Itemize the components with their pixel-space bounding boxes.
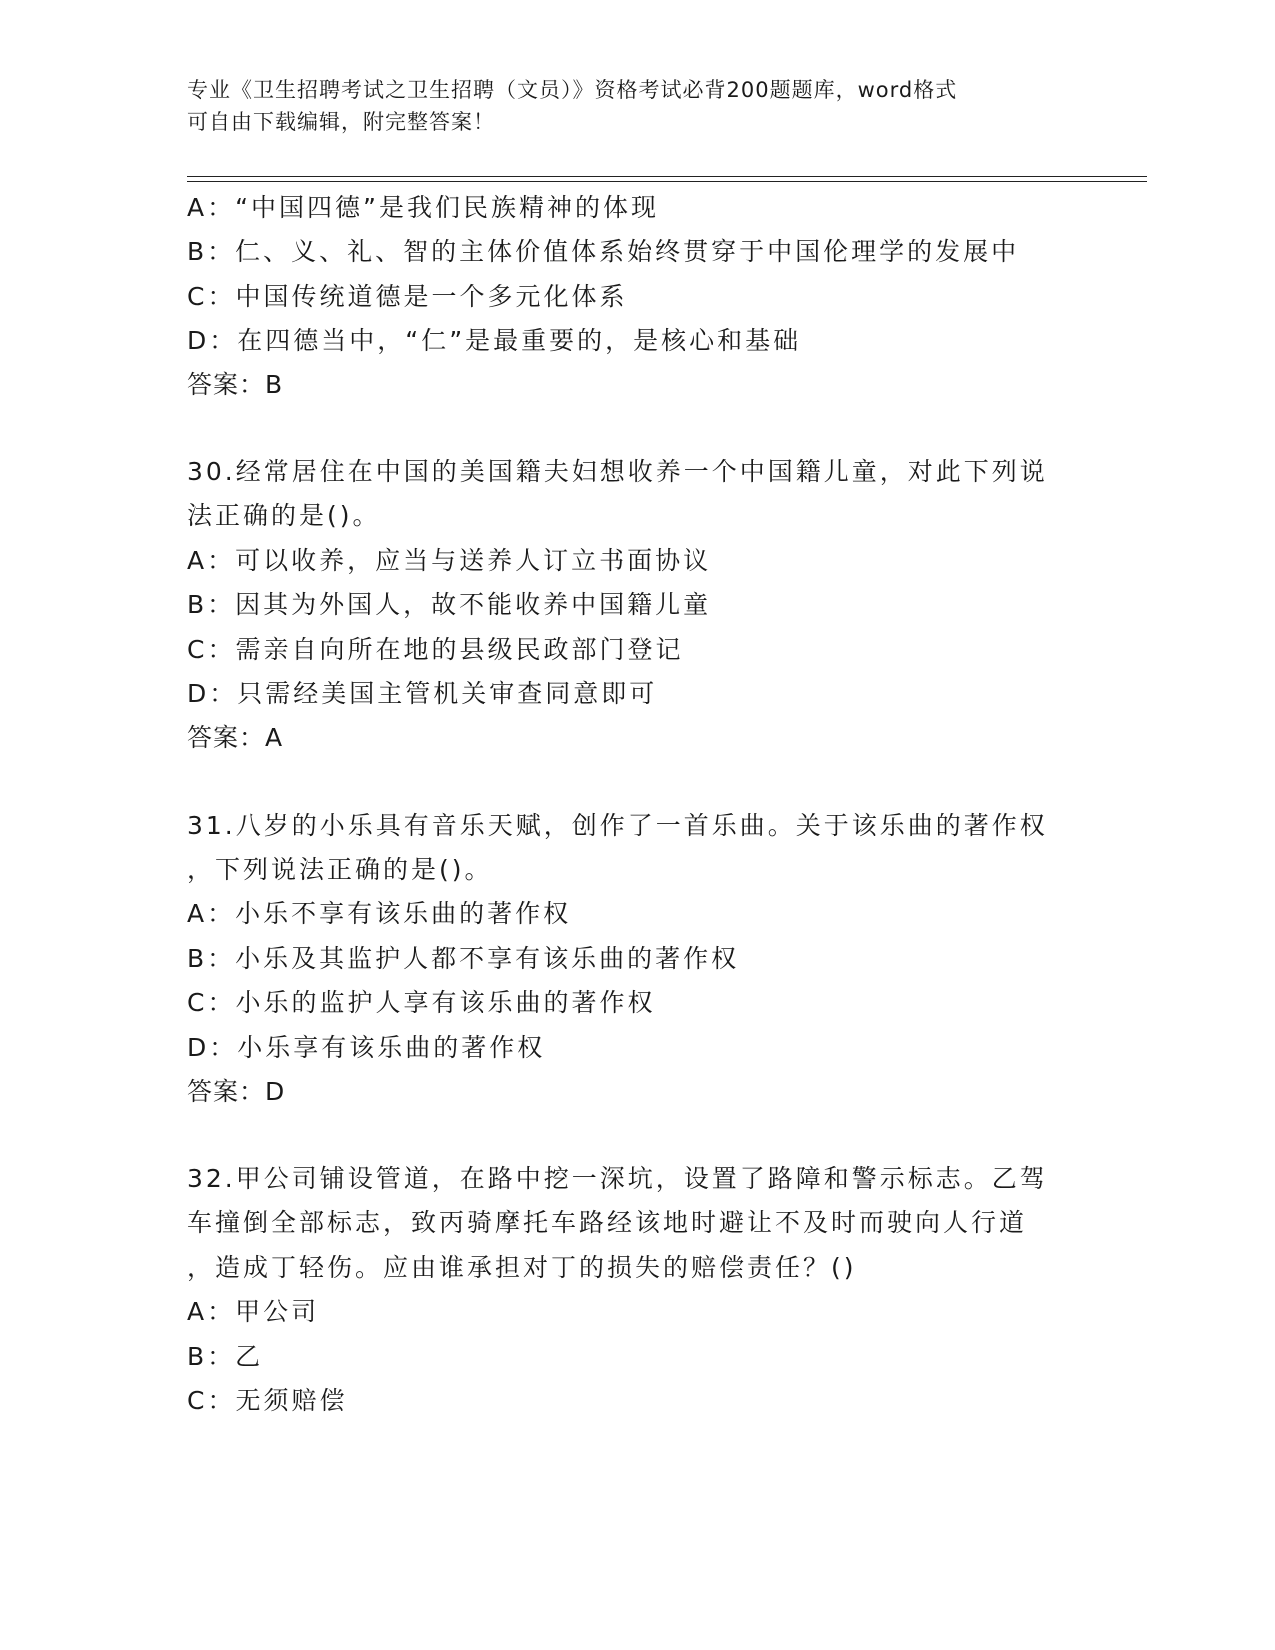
- q30-option-c: C：需亲自向所在地的县级民政部门登记: [187, 635, 684, 664]
- q31-option-a: A：小乐不享有该乐曲的著作权: [187, 899, 572, 928]
- header-divider-bottom: [187, 181, 1147, 182]
- q31-stem-line-1: 31.八岁的小乐具有音乐天赋，创作了一首乐曲。关于该乐曲的著作权: [187, 811, 1048, 840]
- q29-option-a: A：“中国四德”是我们民族精神的体现: [187, 193, 660, 222]
- q32-option-b: B：乙: [187, 1342, 264, 1371]
- q32-stem-line-1: 32.甲公司铺设管道，在路中挖一深坑，设置了路障和警示标志。乙驾: [187, 1164, 1048, 1193]
- q30-answer: 答案：A: [187, 723, 284, 752]
- q30-stem-line-1: 30.经常居住在中国的美国籍夫妇想收养一个中国籍儿童，对此下列说: [187, 457, 1048, 486]
- q32-stem-line-2: 车撞倒全部标志，致丙骑摩托车路经该地时避让不及时而驶向人行道: [187, 1208, 1028, 1237]
- q32-option-a: A：甲公司: [187, 1297, 320, 1326]
- q31-stem-line-2: ，下列说法正确的是()。: [187, 855, 493, 884]
- q32-stem-line-3: ，造成丁轻伤。应由谁承担对丁的损失的赔偿责任？(): [187, 1253, 857, 1282]
- q30-option-a: A：可以收养，应当与送养人订立书面协议: [187, 546, 712, 575]
- q30-option-b: B：因其为外国人，故不能收养中国籍儿童: [187, 590, 712, 619]
- header-line-1: 专业《卫生招聘考试之卫生招聘（文员）》资格考试必背200题题库，word格式: [187, 78, 958, 102]
- q31-option-c: C：小乐的监护人享有该乐曲的著作权: [187, 988, 656, 1017]
- q29-option-d: D：在四德当中，“仁”是最重要的，是核心和基础: [187, 326, 802, 355]
- q31-answer: 答案：D: [187, 1077, 286, 1106]
- q30-stem-line-2: 法正确的是()。: [187, 501, 381, 530]
- q31-option-d: D：小乐享有该乐曲的著作权: [187, 1033, 546, 1062]
- q29-answer: 答案：B: [187, 370, 284, 399]
- q32-option-c: C：无须赔偿: [187, 1386, 348, 1415]
- header-line-2: 可自由下载编辑，附完整答案！: [187, 110, 495, 134]
- q31-option-b: B：小乐及其监护人都不享有该乐曲的著作权: [187, 944, 740, 973]
- document-header: [187, 74, 1067, 138]
- q29-option-c: C：中国传统道德是一个多元化体系: [187, 282, 628, 311]
- q29-option-b: B：仁、义、礼、智的主体价值体系始终贯穿于中国伦理学的发展中: [187, 237, 1020, 266]
- q30-option-d: D：只需经美国主管机关审查同意即可: [187, 679, 658, 708]
- header-divider-top: [187, 176, 1147, 177]
